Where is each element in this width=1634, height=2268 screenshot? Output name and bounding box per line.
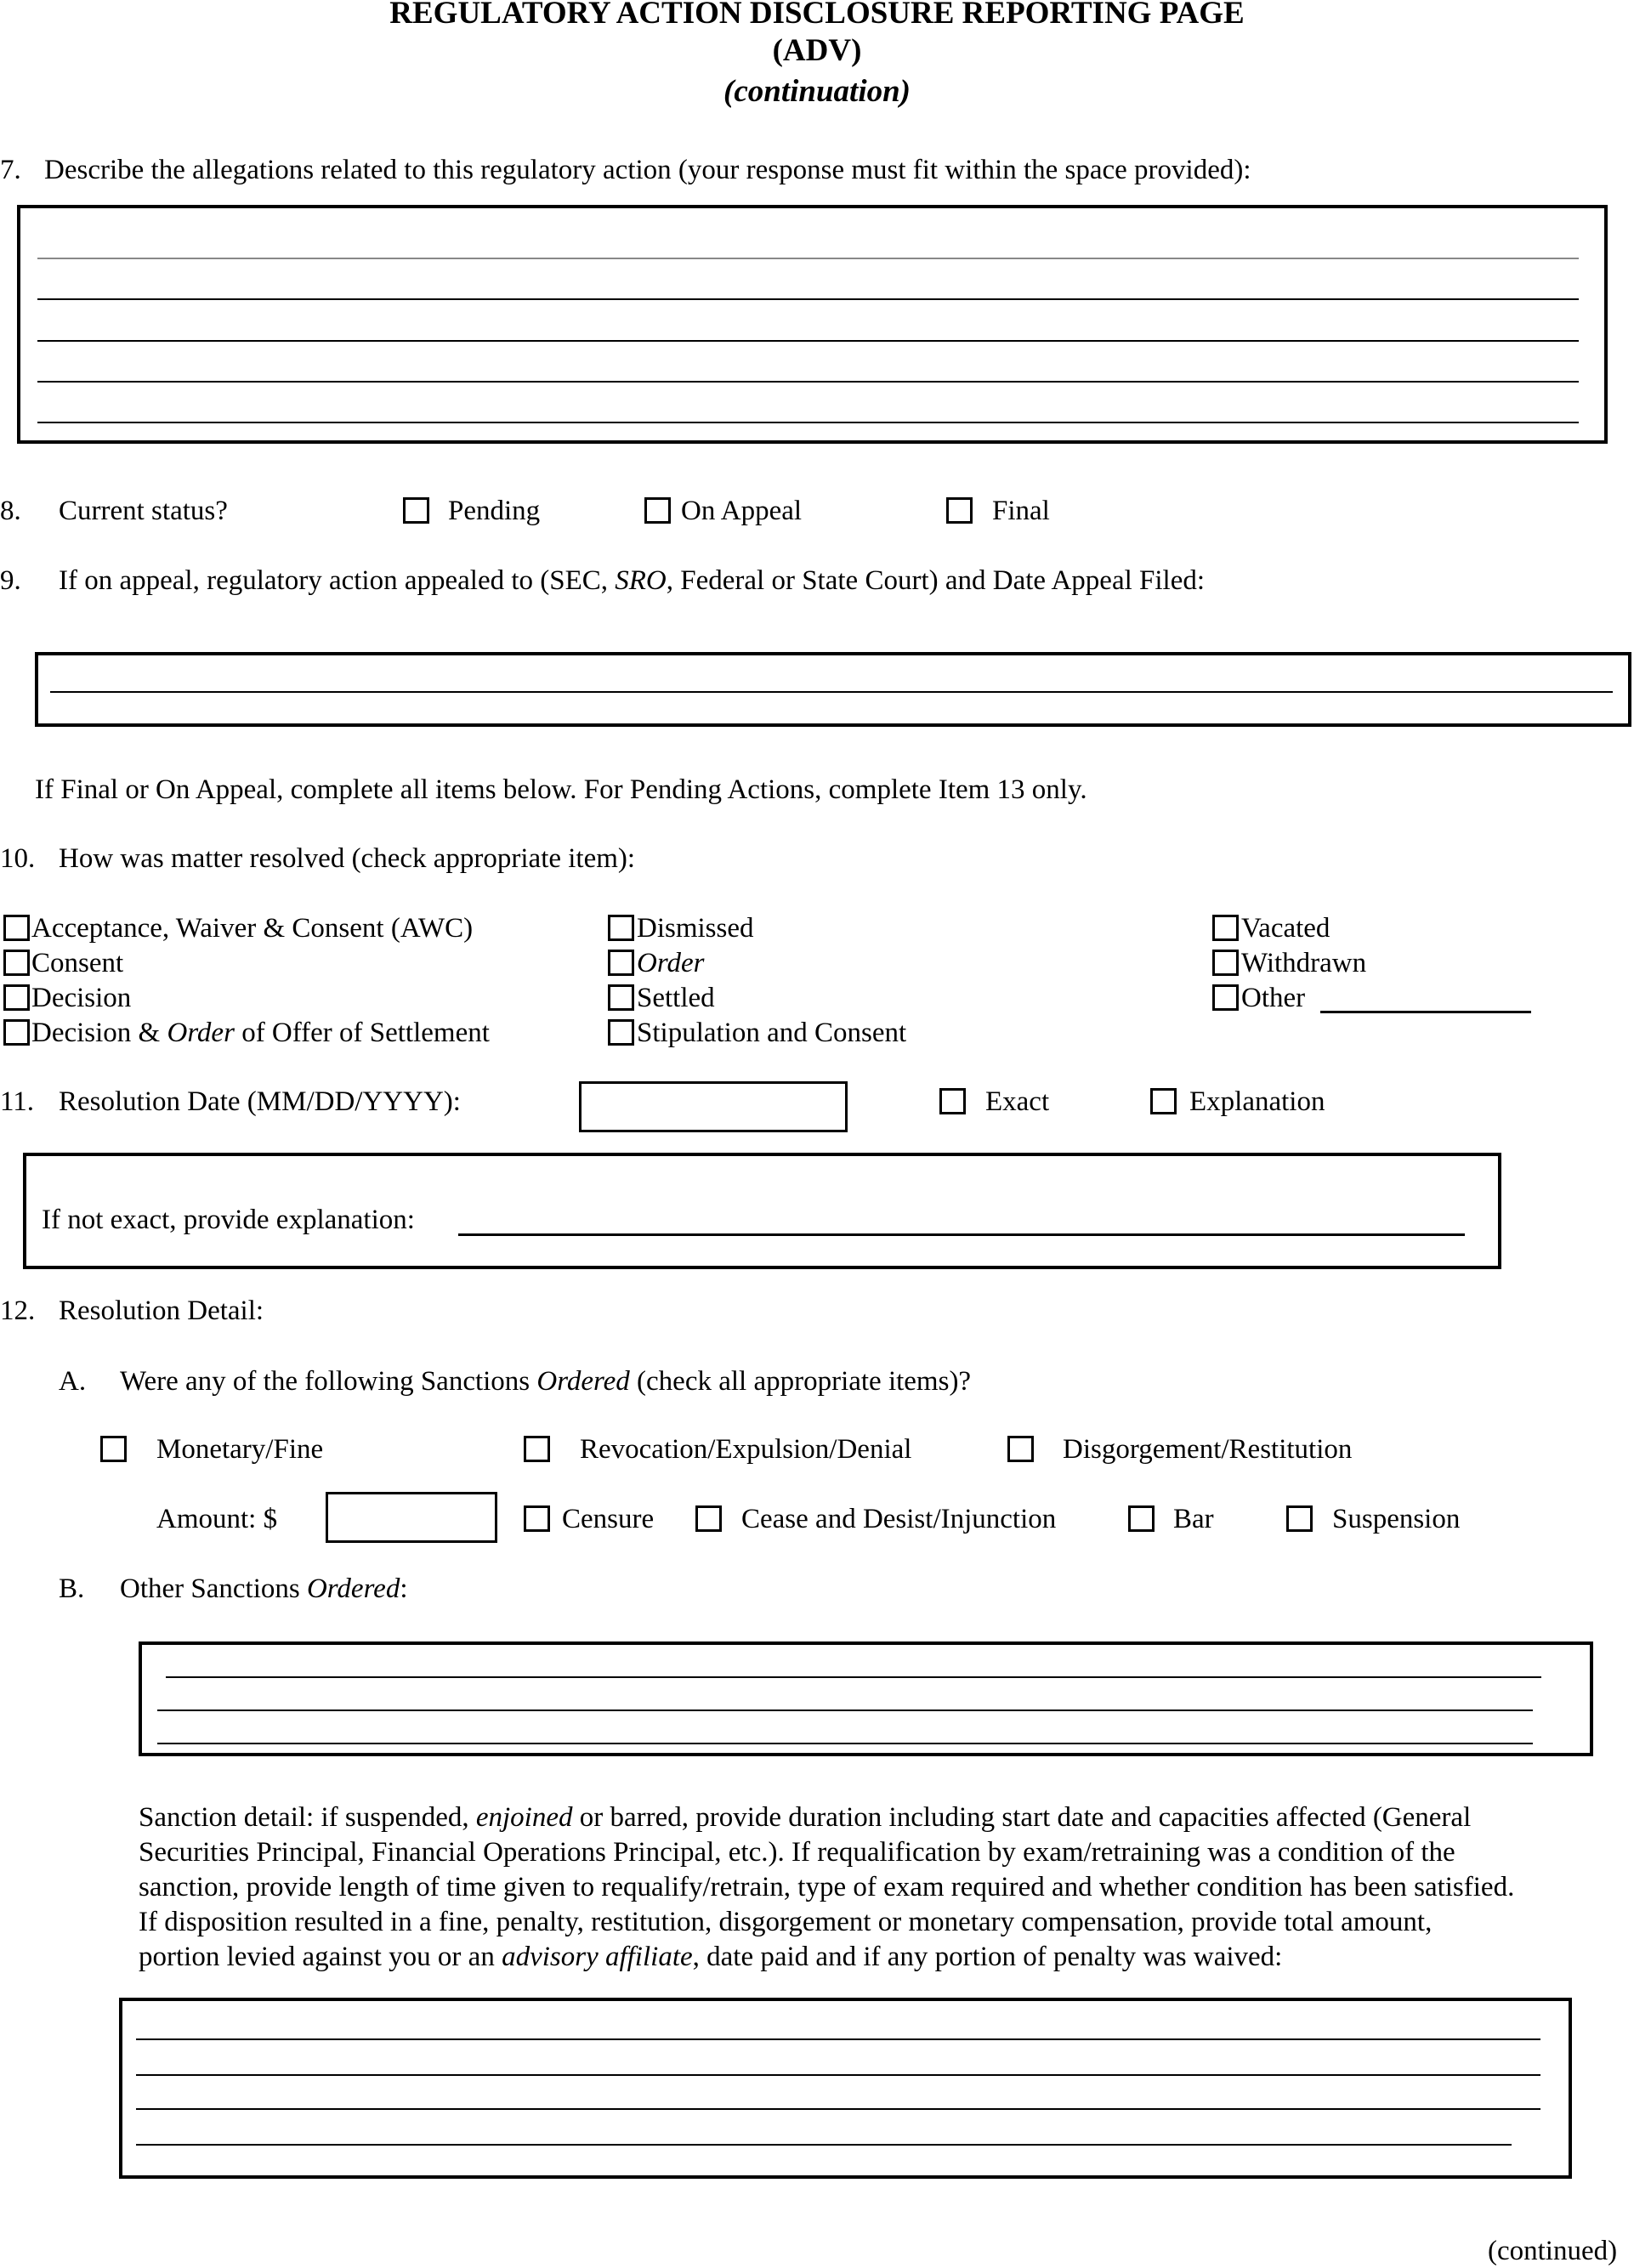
item12b-label: Other Sanctions Ordered: bbox=[120, 1573, 408, 1604]
item9-label: If on appeal, regulatory action appealed to (SEC, SRO, Federal or State Court) and Date Appeal Filed: bbox=[59, 565, 1206, 596]
sanction-censure-label: Censure bbox=[562, 1504, 655, 1534]
sanction-monetary-checkbox[interactable] bbox=[100, 1436, 127, 1462]
item12-label: Resolution Detail: bbox=[59, 1296, 264, 1326]
sanction-detail-input-line-1 bbox=[136, 2038, 1540, 2040]
sanction-disgorgement-label: Disgorgement/Restitution bbox=[1063, 1434, 1353, 1465]
resolved-decision-checkbox[interactable] bbox=[3, 984, 30, 1011]
item11-number: 11. bbox=[0, 1086, 35, 1117]
sanction-detail-line-1: Sanction detail: if suspended, enjoined or barred, provide duration including start date and capacities affected (General bbox=[139, 1802, 1472, 1833]
sanction-revocation-label: Revocation/Expulsion/Denial bbox=[580, 1434, 912, 1465]
continuation-label: (continuation) bbox=[723, 74, 911, 109]
sanction-detail-line-2: Securities Principal, Financial Operations Principal, etc.). If requalification by exam/retraining was a condition of the bbox=[139, 1837, 1455, 1868]
item12a-letter: A. bbox=[59, 1366, 87, 1397]
date-exact-checkbox[interactable] bbox=[939, 1088, 966, 1114]
resolved-dismissed-label: Dismissed bbox=[637, 913, 754, 944]
sanction-bar-checkbox[interactable] bbox=[1128, 1505, 1155, 1532]
explanation-label: If not exact, provide explanation: bbox=[42, 1205, 415, 1235]
item12b-letter: B. bbox=[59, 1573, 85, 1604]
resolved-awc-label: Acceptance, Waiver & Consent (AWC) bbox=[31, 913, 474, 944]
resolved-other-input[interactable] bbox=[1320, 1011, 1531, 1013]
sanction-detail-input-line-4 bbox=[136, 2144, 1512, 2146]
instruction-text: If Final or On Appeal, complete all items below. For Pending Actions, complete Item 13 only. bbox=[35, 774, 1087, 805]
sanction-revocation-checkbox[interactable] bbox=[524, 1436, 550, 1462]
sanction-disgorgement-checkbox[interactable] bbox=[1007, 1436, 1034, 1462]
resolved-vacated-checkbox[interactable] bbox=[1212, 915, 1239, 941]
item12a-label: Were any of the following Sanctions Ordered (check all appropriate items)? bbox=[120, 1366, 972, 1397]
resolved-dismissed-checkbox[interactable] bbox=[608, 915, 634, 941]
date-explanation-checkbox[interactable] bbox=[1150, 1088, 1177, 1114]
item11-label: Resolution Date (MM/DD/YYYY): bbox=[59, 1086, 461, 1117]
resolved-stipulation-label: Stipulation and Consent bbox=[637, 1018, 907, 1048]
allegations-line-1 bbox=[37, 258, 1579, 259]
allegations-line-5 bbox=[37, 422, 1579, 423]
status-final-checkbox[interactable] bbox=[946, 497, 973, 524]
status-final-label: Final bbox=[992, 496, 1050, 526]
resolved-awc-checkbox[interactable] bbox=[3, 915, 30, 941]
sanction-suspension-label: Suspension bbox=[1332, 1504, 1461, 1534]
resolved-decision-order-checkbox[interactable] bbox=[3, 1019, 30, 1046]
allegations-line-4 bbox=[37, 381, 1579, 383]
resolved-stipulation-checkbox[interactable] bbox=[608, 1019, 634, 1046]
resolved-order-checkbox[interactable] bbox=[608, 950, 634, 976]
resolved-other-label: Other bbox=[1241, 983, 1306, 1013]
sanction-bar-label: Bar bbox=[1173, 1504, 1214, 1534]
item9-number: 9. bbox=[0, 565, 21, 596]
allegations-line-2 bbox=[37, 298, 1579, 300]
resolution-date-input[interactable] bbox=[579, 1081, 848, 1132]
sanction-monetary-label: Monetary/Fine bbox=[156, 1434, 324, 1465]
sanction-detail-input-line-2 bbox=[136, 2074, 1540, 2076]
sanction-detail-line-3: sanction, provide length of time given to requalify/retrain, type of exam required and whether condition has been satisfied. bbox=[139, 1872, 1515, 1902]
item8-label: Current status? bbox=[59, 496, 228, 526]
item8-number: 8. bbox=[0, 496, 21, 526]
page-title: REGULATORY ACTION DISCLOSURE REPORTING PAGE bbox=[389, 0, 1245, 31]
other-sanctions-line-1 bbox=[166, 1676, 1541, 1678]
sanction-detail-line-4: If disposition resulted in a fine, penalty, restitution, disgorgement or monetary compensation, provide total amount, bbox=[139, 1907, 1433, 1937]
resolved-withdrawn-label: Withdrawn bbox=[1241, 948, 1367, 978]
resolved-order-label: Order bbox=[637, 948, 705, 978]
appeal-line bbox=[50, 691, 1613, 693]
explanation-input[interactable] bbox=[458, 1233, 1465, 1236]
other-sanctions-line-2 bbox=[157, 1710, 1533, 1711]
other-sanctions-line-3 bbox=[157, 1743, 1533, 1744]
resolved-settled-checkbox[interactable] bbox=[608, 984, 634, 1011]
resolved-decision-order-label: Decision & Order of Offer of Settlement bbox=[31, 1018, 490, 1048]
date-explanation-box bbox=[23, 1153, 1501, 1269]
status-on-appeal-checkbox[interactable] bbox=[644, 497, 671, 524]
item10-number: 10. bbox=[0, 843, 36, 874]
amount-label: Amount: $ bbox=[156, 1504, 278, 1534]
item7-label: Describe the allegations related to this regulatory action (your response must fit within the space provided): bbox=[44, 155, 1251, 185]
resolved-consent-checkbox[interactable] bbox=[3, 950, 30, 976]
amount-input[interactable] bbox=[326, 1492, 497, 1543]
sanction-detail-textarea[interactable] bbox=[119, 1998, 1572, 2179]
resolved-settled-label: Settled bbox=[637, 983, 715, 1013]
appeal-input[interactable] bbox=[35, 652, 1631, 727]
date-exact-label: Exact bbox=[985, 1086, 1050, 1117]
other-sanctions-textarea[interactable] bbox=[139, 1641, 1593, 1756]
status-pending-label: Pending bbox=[448, 496, 541, 526]
sanction-detail-input-line-3 bbox=[136, 2108, 1540, 2110]
status-on-appeal-label: On Appeal bbox=[681, 496, 803, 526]
resolved-vacated-label: Vacated bbox=[1241, 913, 1330, 944]
item10-label: How was matter resolved (check appropriate item): bbox=[59, 843, 636, 874]
resolved-withdrawn-checkbox[interactable] bbox=[1212, 950, 1239, 976]
continued-label: (continued) bbox=[1488, 2236, 1618, 2266]
resolved-decision-label: Decision bbox=[31, 983, 132, 1013]
sanction-cease-desist-checkbox[interactable] bbox=[695, 1505, 722, 1532]
allegations-line-3 bbox=[37, 340, 1579, 342]
resolved-consent-label: Consent bbox=[31, 948, 124, 978]
resolved-other-checkbox[interactable] bbox=[1212, 984, 1239, 1011]
sanction-suspension-checkbox[interactable] bbox=[1286, 1505, 1313, 1532]
form-name: (ADV) bbox=[772, 33, 862, 68]
date-explanation-label: Explanation bbox=[1189, 1086, 1325, 1117]
item12-number: 12. bbox=[0, 1296, 36, 1326]
sanction-cease-desist-label: Cease and Desist/Injunction bbox=[741, 1504, 1057, 1534]
sanction-detail-line-5: portion levied against you or an advisory affiliate, date paid and if any portion of penalty was waived: bbox=[139, 1942, 1283, 1972]
item7-number: 7. bbox=[0, 155, 21, 185]
sanction-censure-checkbox[interactable] bbox=[524, 1505, 550, 1532]
status-pending-checkbox[interactable] bbox=[403, 497, 429, 524]
allegations-textarea[interactable] bbox=[17, 205, 1608, 444]
